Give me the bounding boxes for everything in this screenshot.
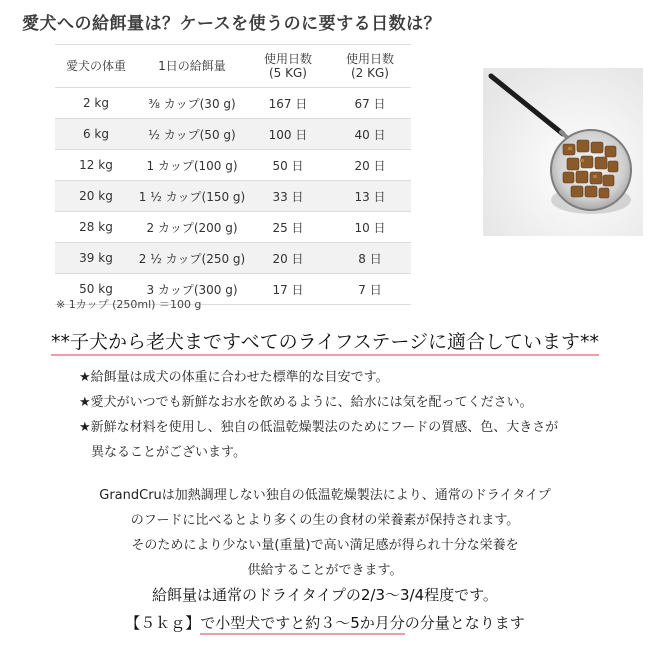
cell-amount: ⅜ カップ(30 g) (137, 88, 247, 119)
cell-days-2kg: 13 日 (329, 181, 411, 212)
cell-weight: 50 kg (55, 274, 137, 305)
list-item: 異なることがございます。 (91, 445, 246, 460)
header-days-2kg: 使用日数 (2 KG) (329, 45, 411, 88)
cell-days-5kg: 50 日 (247, 150, 329, 181)
cell-amount: 2 カップ(200 g) (137, 212, 247, 243)
cell-days-5kg: 100 日 (247, 119, 329, 150)
cell-days-2kg: 40 日 (329, 119, 411, 150)
cell-weight: 39 kg (55, 243, 137, 274)
cell-days-2kg: 20 日 (329, 150, 411, 181)
cell-amount: 1 カップ(100 g) (137, 150, 247, 181)
lifestage-headline (0, 327, 650, 354)
list-item: ★新鮮な材料を使用し、独自の低温乾燥製法のためにフードの質感、色、大きさが (79, 420, 559, 435)
table-footnote: ※ 1カップ (250ml) ＝100 g (56, 298, 202, 311)
table-row (55, 119, 411, 150)
feeding-ratio-text: 給餌量は通常のドライタイプの2/3～3/4程度です。 (152, 586, 498, 604)
duration-prefix: 【５ｋｇ】 (125, 614, 201, 632)
feeding-table (55, 44, 411, 305)
table-header-row (55, 45, 411, 88)
description-line: そのためにより少ない量(重量)で高い満足感が得られ十分な栄養を (131, 538, 519, 553)
cell-days-2kg: 8 日 (329, 243, 411, 274)
duration-text (0, 612, 650, 633)
description-line: GrandCruは加熱調理しない独自の低温乾燥製法により、通常のドライタイプ (99, 488, 551, 503)
cell-days-5kg: 17 日 (247, 274, 329, 305)
cell-weight: 12 kg (55, 150, 137, 181)
table-row (55, 150, 411, 181)
headline-text: **子犬から老犬まですべてのライフステージに適合しています** (51, 331, 599, 356)
cell-weight: 6 kg (55, 119, 137, 150)
table-row (55, 212, 411, 243)
duration-suffix: の分量となります (404, 614, 525, 632)
header-daily-amount: 1日の給餌量 (137, 45, 247, 88)
scoop-of-kibble-icon (483, 68, 643, 236)
cell-weight: 2 kg (55, 88, 137, 119)
cell-days-5kg: 25 日 (247, 212, 329, 243)
header-days-5kg: 使用日数 (5 KG) (247, 45, 329, 88)
cell-days-2kg: 10 日 (329, 212, 411, 243)
page-title: 愛犬への給餌量は？ケースを使うのに要する日数は？ (22, 14, 442, 34)
description-line: のフードに比べるとより多くの生の食材の栄養素が保持されます。 (130, 513, 520, 528)
product-description (0, 483, 650, 583)
list-item: ★給餌量は成犬の体重に合わせた標準的な目安です。 (79, 370, 389, 385)
cell-weight: 20 kg (55, 181, 137, 212)
duration-highlight: で小型犬ですと約３～5か月分 (200, 614, 405, 635)
cell-days-2kg: 67 日 (329, 88, 411, 119)
table-row (55, 181, 411, 212)
cell-days-2kg: 7 日 (329, 274, 411, 305)
description-line: 供給することができます。 (247, 563, 403, 578)
cell-weight: 28 kg (55, 212, 137, 243)
cell-amount: 1 ½ カップ(150 g) (137, 181, 247, 212)
cell-days-5kg: 20 日 (247, 243, 329, 274)
cell-amount: 3 カップ(300 g) (137, 274, 247, 305)
cell-amount: 2 ½ カップ(250 g) (137, 243, 247, 274)
cell-days-5kg: 33 日 (247, 181, 329, 212)
header-weight: 愛犬の体重 (55, 45, 137, 88)
notes-list (79, 365, 639, 465)
list-item: ★愛犬がいつでも新鮮なお水を飲めるように、給水には気を配ってください。 (79, 395, 533, 410)
cell-days-5kg: 167 日 (247, 88, 329, 119)
table-row (55, 243, 411, 274)
cell-amount: ½ カップ(50 g) (137, 119, 247, 150)
table-row (55, 88, 411, 119)
